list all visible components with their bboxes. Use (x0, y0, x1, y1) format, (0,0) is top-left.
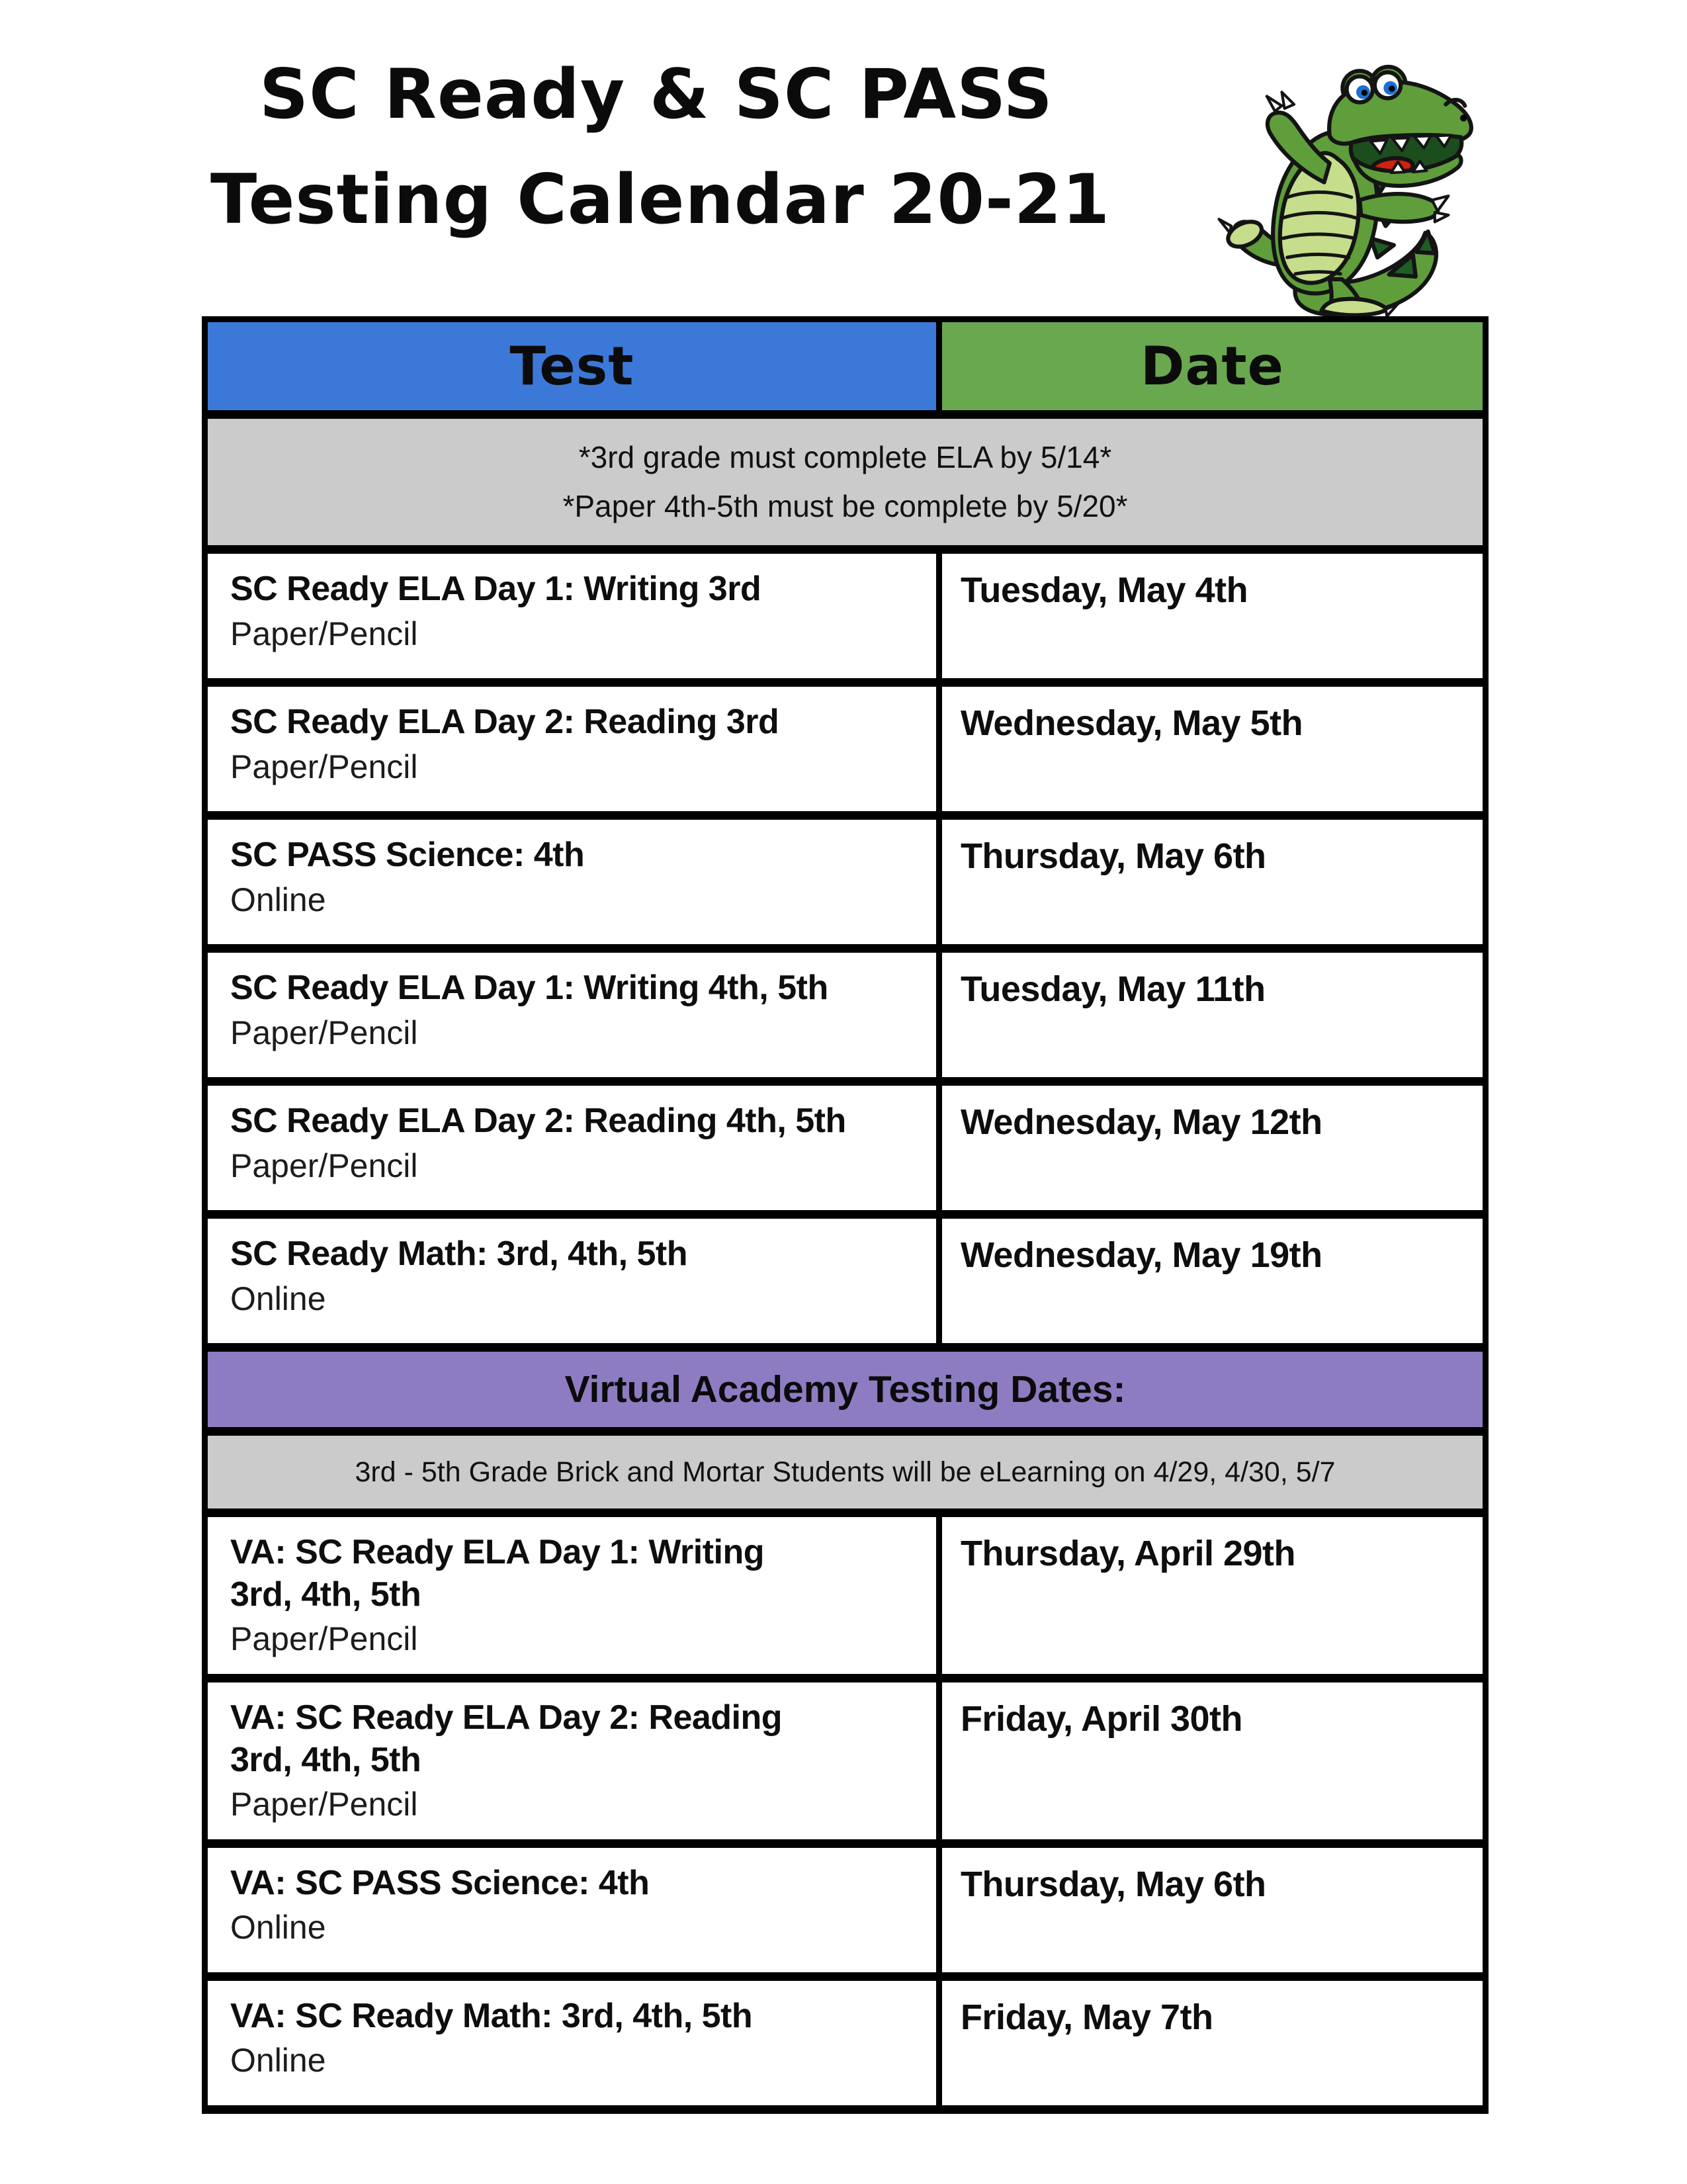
table-row (208, 554, 1483, 687)
date-cell: Wednesday, May 19th (960, 1235, 1322, 1276)
date-column-header-label: Date (1141, 335, 1284, 397)
test-grades: 3rd, 4th, 5th (230, 1740, 421, 1779)
test-mode: Paper/Pencil (230, 1620, 418, 1658)
virtual-academy-section-title: Virtual Academy Testing Dates: (564, 1368, 1126, 1411)
test-cell (208, 1219, 942, 1343)
test-mode: Online (230, 2042, 326, 2079)
test-cell (208, 1086, 942, 1210)
table-row (208, 1682, 1483, 1848)
test-mode: Online (230, 1909, 326, 1946)
table-row (208, 687, 1483, 820)
test-name: VA: SC PASS Science: 4th (230, 1863, 650, 1902)
table-row (208, 1848, 1483, 1981)
test-name: VA: SC Ready Math: 3rd, 4th, 5th (230, 1996, 753, 2035)
test-mode: Paper/Pencil (230, 1014, 418, 1051)
deadline-note-row (208, 419, 1483, 554)
table-row (208, 1086, 1483, 1219)
table-row (208, 1219, 1483, 1352)
va-rows (208, 1517, 1483, 2114)
date-cell: Friday, May 7th (960, 1997, 1213, 2037)
date-column-header (942, 322, 1483, 410)
test-name: SC Ready ELA Day 2: Reading 3rd (230, 703, 779, 742)
test-name: VA: SC Ready ELA Day 2: Reading (230, 1698, 783, 1737)
test-cell (208, 554, 942, 678)
test-cell (208, 953, 942, 1077)
test-cell (208, 1981, 942, 2105)
test-cell (208, 687, 942, 811)
test-mode: Paper/Pencil (230, 615, 418, 652)
test-name: SC Ready ELA Day 1: Writing 4th, 5th (230, 969, 828, 1008)
test-mode: Online (230, 881, 326, 918)
test-column-header-label: Test (509, 335, 634, 397)
test-name: SC Ready ELA Day 1: Writing 3rd (230, 570, 761, 609)
elearning-note: 3rd - 5th Grade Brick and Mortar Students will be eLearning on 4/29, 4/30, 5/7 (355, 1456, 1336, 1488)
test-name: SC PASS Science: 4th (230, 836, 585, 875)
main-rows (208, 554, 1483, 1352)
date-cell: Thursday, May 6th (960, 836, 1266, 877)
test-name: SC Ready Math: 3rd, 4th, 5th (230, 1235, 687, 1274)
test-mode: Online (230, 1280, 326, 1317)
table-row (208, 820, 1483, 953)
test-name: VA: SC Ready ELA Day 1: Writing (230, 1533, 765, 1572)
date-cell: Wednesday, May 12th (960, 1102, 1322, 1143)
date-cell: Tuesday, May 4th (960, 570, 1248, 611)
test-mode: Paper/Pencil (230, 1147, 418, 1184)
virtual-academy-section-row (208, 1352, 1483, 1436)
date-cell: Tuesday, May 11th (960, 969, 1266, 1010)
test-column-header (208, 322, 942, 410)
page-title-line2: Testing Calendar 20-21 (210, 160, 1111, 240)
date-cell: Friday, April 30th (960, 1699, 1243, 1739)
test-cell (208, 1682, 942, 1839)
page-title-line1: SC Ready & SC PASS (259, 55, 1053, 134)
test-grades: 3rd, 4th, 5th (230, 1575, 421, 1614)
deadline-note-line2: *Paper 4th-5th must be complete by 5/20* (562, 488, 1128, 523)
deadline-note (208, 419, 1483, 545)
table-row (208, 953, 1483, 1086)
elearning-note-row (208, 1436, 1483, 1517)
test-cell (208, 820, 942, 944)
test-mode: Paper/Pencil (230, 748, 418, 785)
test-mode: Paper/Pencil (230, 1785, 418, 1823)
table-row (208, 1517, 1483, 1682)
test-cell (208, 1517, 942, 1674)
date-cell: Thursday, May 6th (960, 1864, 1266, 1904)
test-name: SC Ready ELA Day 2: Reading 4th, 5th (230, 1102, 846, 1141)
date-cell: Thursday, April 29th (960, 1534, 1296, 1574)
alligator-clipart-image (1188, 38, 1502, 326)
deadline-note-line1: *3rd grade must complete ELA by 5/14* (578, 440, 1112, 474)
table-header-row (208, 322, 1483, 419)
table-row (208, 1981, 1483, 2114)
testing-calendar-table (202, 316, 1489, 2114)
date-cell: Wednesday, May 5th (960, 703, 1303, 744)
test-cell (208, 1848, 942, 1972)
page-title (210, 55, 1111, 240)
